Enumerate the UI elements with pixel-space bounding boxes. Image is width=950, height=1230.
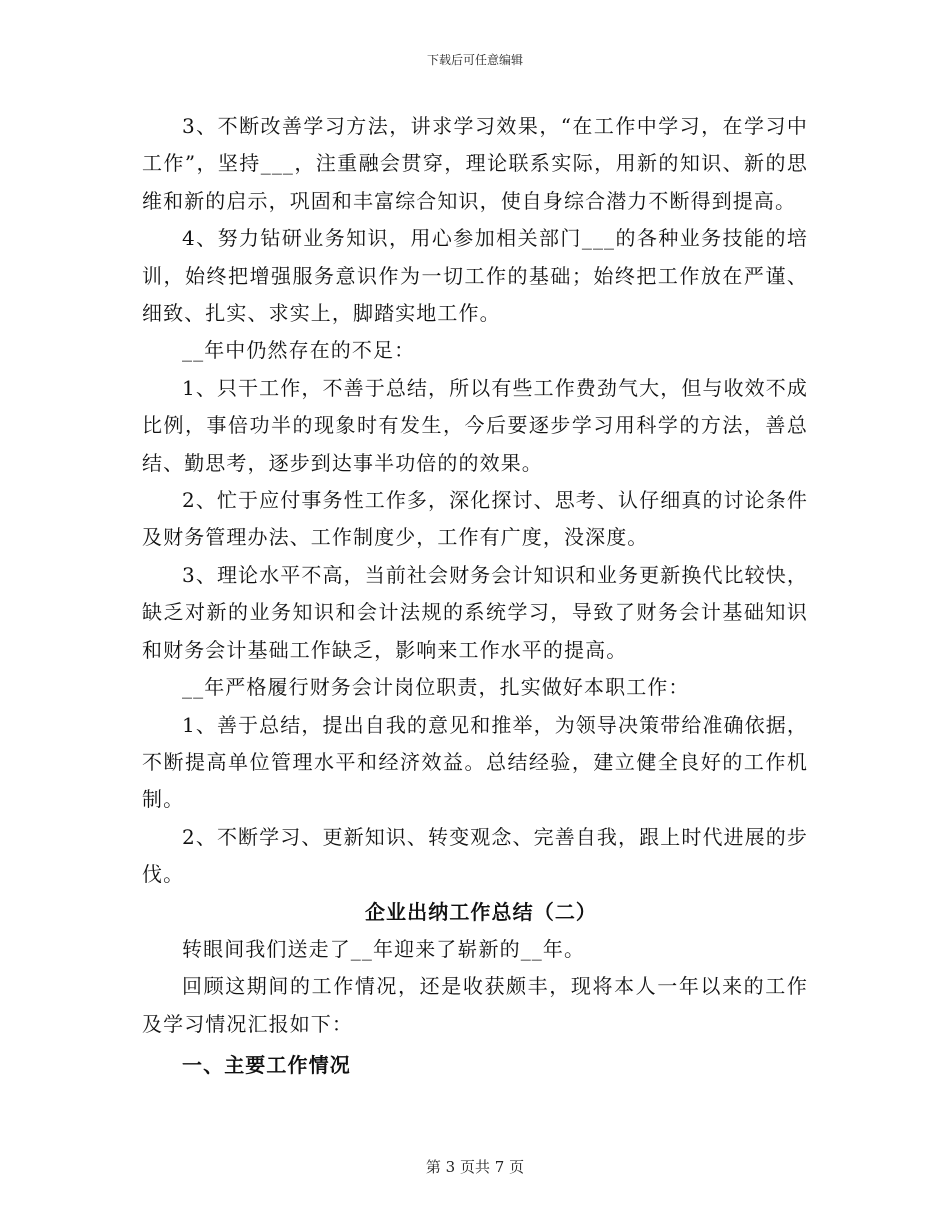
- document-title: 企业出纳工作总结（二）: [364, 899, 598, 924]
- paragraph: 1、善于总结，提出自我的意见和推举，为领导决策带给准确依据，不断提高单位管理水平和经济效益。总结经验，建立健全良好的工作机制。: [142, 712, 808, 812]
- page-header: 下载后可任意编辑: [426, 53, 523, 67]
- paragraph: __年中仍然存在的不足：: [182, 338, 416, 363]
- paragraph: 回顾这期间的工作情况，还是收获颇丰，现将本人一年以来的工作及学习情况汇报如下：: [142, 974, 808, 1036]
- paragraph: __年严格履行财务会计岗位职责，扎实做好本职工作：: [182, 675, 690, 700]
- section-heading: 一、主要工作情况: [182, 1053, 351, 1078]
- paragraph: 2、不断学习、更新知识、转变观念、完善自我，跟上时代进展的步伐。: [142, 824, 808, 887]
- paragraph: 3、理论水平不高，当前社会财务会计知识和业务更新换代比较快，缺乏对新的业务知识和会计法规的系统学习，导致了财务会计基础知识和财务会计基础工作缺乏，影响来工作水平的提高。: [142, 562, 808, 662]
- paragraph: 转眼间我们送走了__年迎来了崭新的__年。: [182, 936, 586, 961]
- paragraph: 2、忙于应付事务性工作多，深化探讨、思考、认仔细真的讨论条件及财务管理办法、工作制度少，工作有广度，没深度。: [142, 488, 808, 550]
- paragraph: 4、努力钻研业务知识，用心参加相关部门___的各种业务技能的培训，始终把增强服务意识作为一切工作的基础；始终把工作放在严谨、细致、扎实、求实上，脚踏实地工作。: [142, 226, 808, 326]
- paragraph: 1、只干工作，不善于总结，所以有些工作费劲气大，但与收效不成比例，事倍功半的现象时有发生，今后要逐步学习用科学的方法，善总结、勤思考，逐步到达事半功倍的的效果。: [142, 375, 808, 475]
- page-footer: 第 3 页共 7 页: [425, 1158, 525, 1176]
- document-body: [142, 108, 808, 1085]
- paragraph: 3、不断改善学习方法，讲求学习效果，“在工作中学习，在学习中工作”，坚持___，注重融会贯穿，理论联系实际，用新的知识、新的思维和新的启示，巩固和丰富综合知识，使自身综合潜力不断得到提高。: [142, 114, 808, 213]
